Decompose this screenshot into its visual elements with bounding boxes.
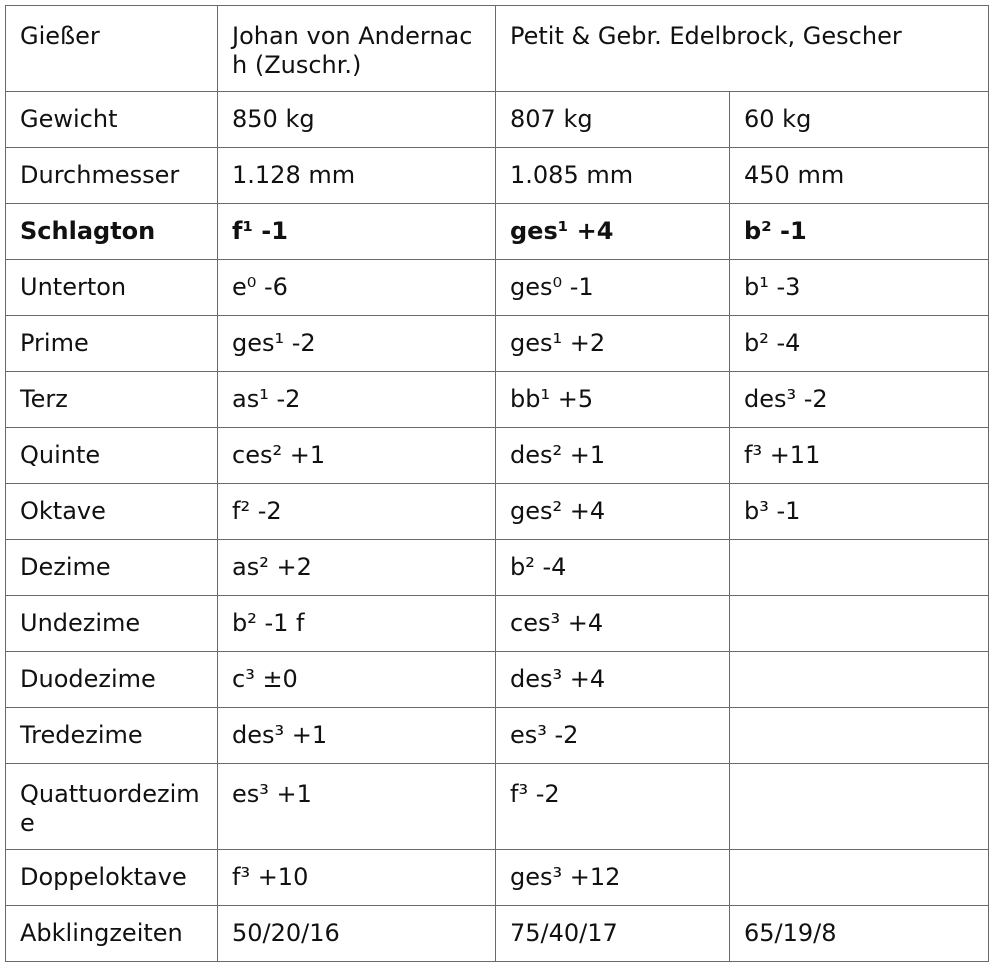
table-cell: ges² +4 xyxy=(496,484,730,540)
table-cell: des² +1 xyxy=(496,428,730,484)
table-cell: 1.128 mm xyxy=(218,148,496,204)
table-cell: ges⁰ -1 xyxy=(496,260,730,316)
table-cell xyxy=(730,708,989,764)
table-cell: ges¹ -2 xyxy=(218,316,496,372)
table-cell xyxy=(730,652,989,708)
table-cell xyxy=(730,764,989,850)
table-cell: bb¹ +5 xyxy=(496,372,730,428)
table-cell: ges³ +12 xyxy=(496,850,730,906)
row-label: Terz xyxy=(6,372,218,428)
table-row-abklingzeiten xyxy=(6,906,989,962)
row-label: Gewicht xyxy=(6,92,218,148)
bell-data-table xyxy=(5,5,989,962)
table-cell: 1.085 mm xyxy=(496,148,730,204)
table-row-duodezime xyxy=(6,652,989,708)
table-cell: b² -4 xyxy=(496,540,730,596)
table-row-oktave xyxy=(6,484,989,540)
table-cell: c³ ±0 xyxy=(218,652,496,708)
table-cell: as¹ -2 xyxy=(218,372,496,428)
row-label: Abklingzeiten xyxy=(6,906,218,962)
table-row-doppeloktave xyxy=(6,850,989,906)
table-cell: ces³ +4 xyxy=(496,596,730,652)
table-cell: 65/19/8 xyxy=(730,906,989,962)
header-founder-2-cell: Petit & Gebr. Edelbrock, Gescher xyxy=(496,6,989,92)
table-cell xyxy=(730,596,989,652)
table-cell: b¹ -3 xyxy=(730,260,989,316)
table-row-quattuordezime xyxy=(6,764,989,850)
table-cell: as² +2 xyxy=(218,540,496,596)
row-label: Prime xyxy=(6,316,218,372)
table-cell: ges¹ +2 xyxy=(496,316,730,372)
row-label: Durchmesser xyxy=(6,148,218,204)
table-cell: ces² +1 xyxy=(218,428,496,484)
table-cell: b² -1 xyxy=(730,204,989,260)
row-label: Undezime xyxy=(6,596,218,652)
table-cell: 450 mm xyxy=(730,148,989,204)
table-cell: des³ +1 xyxy=(218,708,496,764)
header-row xyxy=(6,6,989,92)
table-row-terz xyxy=(6,372,989,428)
row-label: Oktave xyxy=(6,484,218,540)
row-label: Quattuordezime xyxy=(6,764,218,850)
table-row-undezime xyxy=(6,596,989,652)
table-row-unterton xyxy=(6,260,989,316)
row-label: Schlagton xyxy=(6,204,218,260)
table-cell: b² -1 f xyxy=(218,596,496,652)
table-row-gewicht xyxy=(6,92,989,148)
row-label: Duodezime xyxy=(6,652,218,708)
header-label-cell: Gießer xyxy=(6,6,218,92)
table-cell: f³ +10 xyxy=(218,850,496,906)
table-cell: des³ +4 xyxy=(496,652,730,708)
header-founder-1-cell: Johan von Andernach (Zuschr.) xyxy=(218,6,496,92)
table-cell: e⁰ -6 xyxy=(218,260,496,316)
row-label: Tredezime xyxy=(6,708,218,764)
table-cell: es³ +1 xyxy=(218,764,496,850)
table-cell xyxy=(730,540,989,596)
table-cell: 807 kg xyxy=(496,92,730,148)
table-cell: ges¹ +4 xyxy=(496,204,730,260)
table-cell: f² -2 xyxy=(218,484,496,540)
table-row-prime xyxy=(6,316,989,372)
row-label: Unterton xyxy=(6,260,218,316)
table-cell: 60 kg xyxy=(730,92,989,148)
table-row-schlagton xyxy=(6,204,989,260)
table-cell: 850 kg xyxy=(218,92,496,148)
table-cell: f¹ -1 xyxy=(218,204,496,260)
row-label: Dezime xyxy=(6,540,218,596)
table-row-durchmesser xyxy=(6,148,989,204)
table-cell: f³ +11 xyxy=(730,428,989,484)
table-cell: 75/40/17 xyxy=(496,906,730,962)
table-cell: b² -4 xyxy=(730,316,989,372)
table-row-dezime xyxy=(6,540,989,596)
table-cell xyxy=(730,850,989,906)
table-cell: 50/20/16 xyxy=(218,906,496,962)
row-label: Quinte xyxy=(6,428,218,484)
table-cell: b³ -1 xyxy=(730,484,989,540)
table-cell: es³ -2 xyxy=(496,708,730,764)
row-label: Doppeloktave xyxy=(6,850,218,906)
table-cell: f³ -2 xyxy=(496,764,730,850)
table-cell: des³ -2 xyxy=(730,372,989,428)
table-row-quinte xyxy=(6,428,989,484)
table-row-tredezime xyxy=(6,708,989,764)
